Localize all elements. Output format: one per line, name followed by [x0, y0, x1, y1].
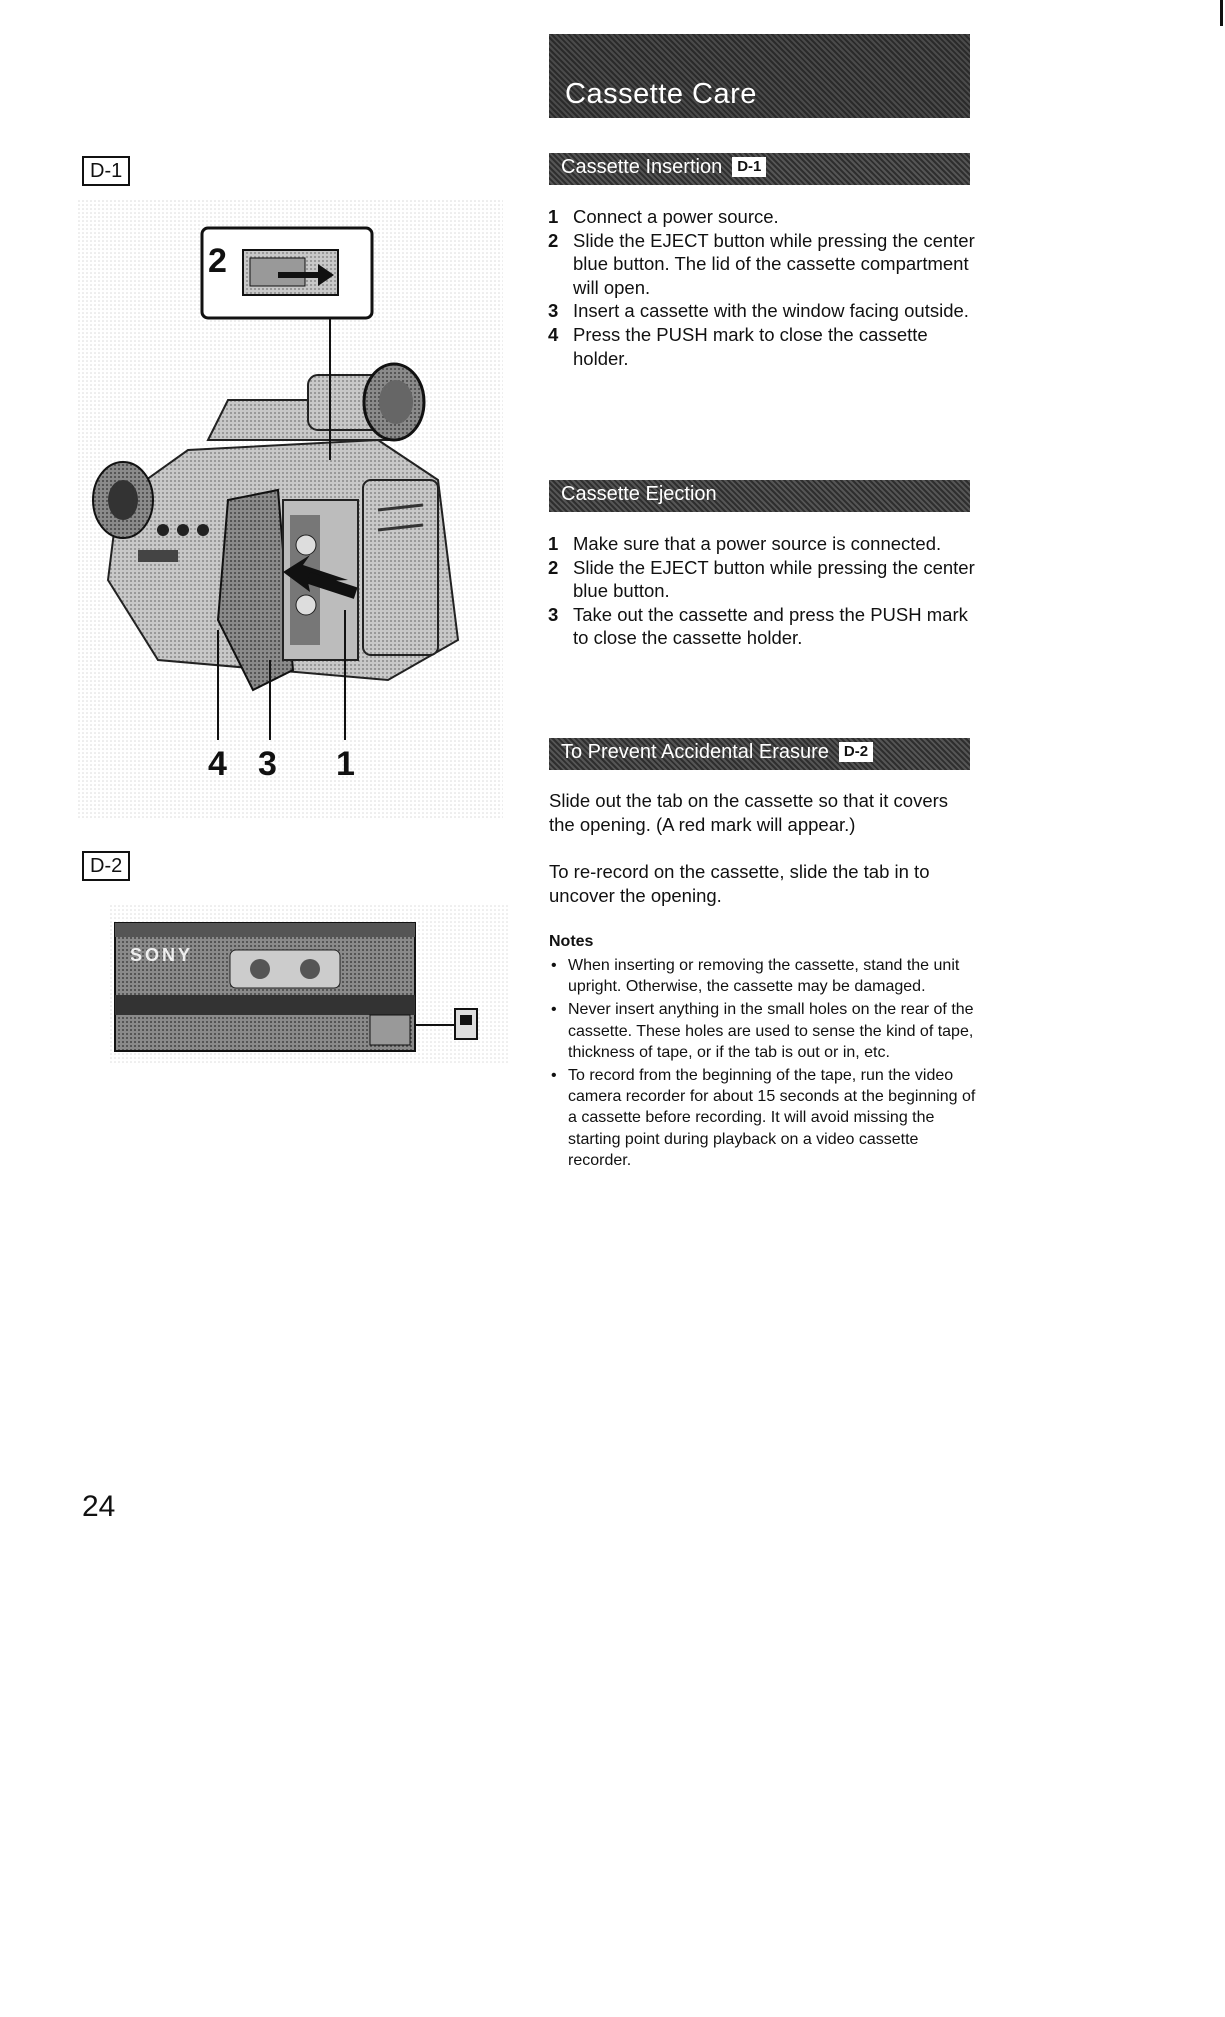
step-text: Connect a power source. [573, 206, 779, 227]
step-number: 2 [548, 556, 559, 578]
step-number: 1 [548, 206, 559, 227]
note-item: • To record from the beginning of the tape, run the video camera recorder for about 15 seconds at the beginning of a cassette before recording. It will avoid missing the starting point during playback on a video cassette recorder. [549, 1065, 979, 1171]
list-item [548, 532, 978, 556]
body-paragraph: Slide out the tab on the cassette so that it covers the opening. (A red mark will appear.) [549, 790, 949, 835]
step-text: Press the PUSH mark to close the cassette holder. [573, 323, 928, 369]
step-number: 1 [548, 533, 559, 554]
callout-number: 3 [258, 745, 277, 783]
list-item [548, 229, 978, 300]
notes-list [549, 955, 979, 1173]
list-item [548, 299, 978, 323]
section-title: Cassette Ejection [561, 483, 717, 505]
step-number: 3 [548, 300, 559, 322]
step-text: Slide the EJECT button while pressing the center blue button. The lid of the cassette compartment will open. [573, 229, 975, 298]
section-title: Cassette Insertion [561, 156, 723, 178]
section-header-cassette-insertion [549, 153, 970, 185]
section-header-prevent-erasure [549, 738, 970, 770]
list-item [548, 205, 978, 229]
camera-illustration [78, 200, 503, 820]
section-header-cassette-ejection [549, 480, 970, 512]
page-title-banner [549, 34, 970, 118]
cassette-brand-logo: SONY [130, 945, 194, 965]
notes-heading: Notes [549, 933, 594, 950]
page-title: Cassette Care [565, 78, 757, 110]
section-title: To Prevent Accidental Erasure [561, 741, 829, 763]
step-number: 4 [548, 323, 559, 345]
cassette-illustration [110, 905, 510, 1065]
list-item [548, 603, 978, 650]
page-edge-mark [1220, 0, 1223, 26]
list-item [548, 556, 978, 603]
page-number: 24 [82, 1490, 116, 1523]
step-text: Slide the EJECT button while pressing the center blue button. [573, 556, 975, 602]
step-text: Insert a cassette with the window facing outside. [573, 300, 969, 322]
step-text: Take out the cassette and press the PUSH mark to close the cassette holder. [573, 603, 968, 649]
figure-d2-label: D-2 [82, 851, 130, 881]
callout-number: 1 [336, 745, 355, 783]
step-number: 3 [548, 603, 559, 625]
body-paragraph: To re-record on the cassette, slide the tab in to uncover the opening. [549, 861, 930, 906]
insertion-steps-list [548, 205, 978, 370]
callout-number: 2 [208, 242, 227, 280]
figure-d1-label: D-1 [82, 156, 130, 186]
figure-reference-badge: D-1 [732, 157, 766, 177]
figure-reference-badge: D-2 [839, 742, 873, 762]
note-item: • Never insert anything in the small holes on the rear of the cassette. These holes are used to sense the kind of tape, thickness of tape, or if the tab is out or in, etc. [549, 999, 979, 1063]
note-item: • When inserting or removing the cassette, stand the unit upright. Otherwise, the cassette may be damaged. [549, 955, 979, 997]
step-text: Make sure that a power source is connected. [573, 533, 942, 554]
ejection-steps-list [548, 532, 978, 650]
step-number: 2 [548, 229, 559, 251]
list-item [548, 323, 978, 370]
callout-number: 4 [208, 745, 227, 783]
